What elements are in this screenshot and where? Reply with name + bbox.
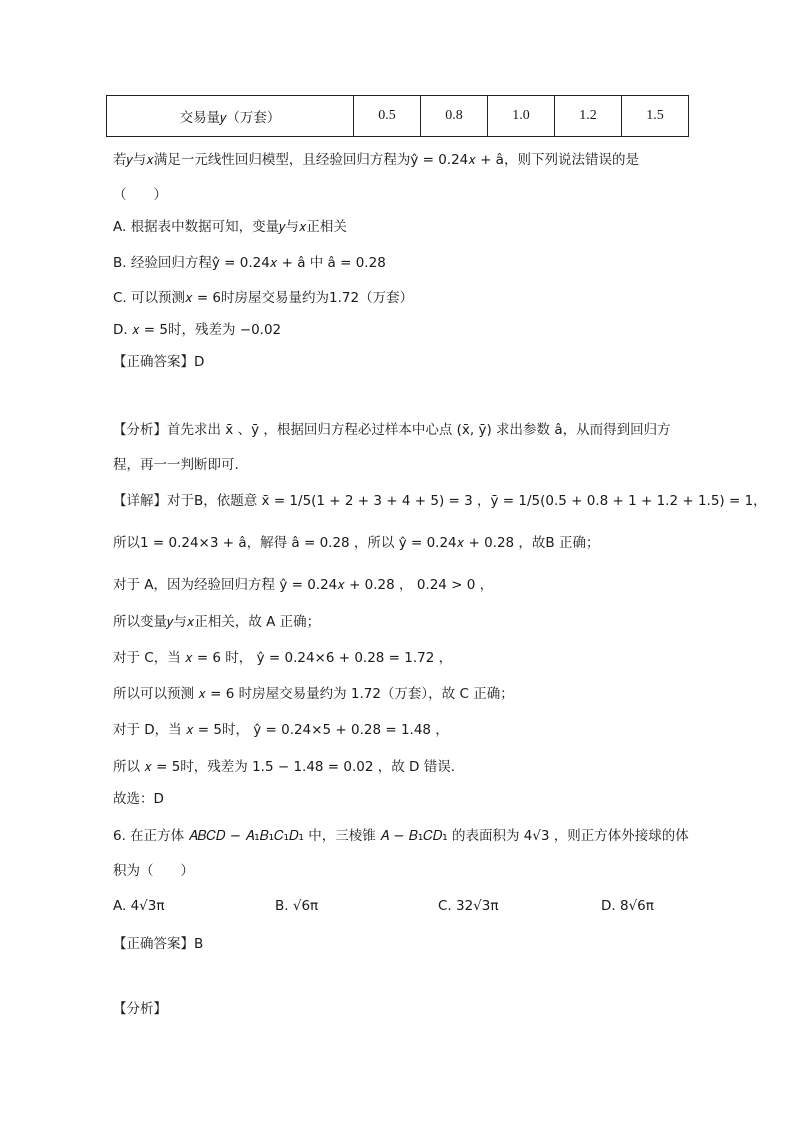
question-5-option-c: C. 可以预测𝑥 = 6时房屋交易量约为1.72（万套）	[113, 290, 414, 306]
question-6-stem-line-1: 6. 在正方体 𝐴𝐵𝐶𝐷 − 𝐴₁𝐵₁𝐶₁𝐷₁ 中，三棱锥 𝐴 − 𝐵₁𝐶𝐷₁ 的表面积为 4√3 ，则正方体外接球的体	[113, 828, 689, 844]
question-6-analysis: 【分析】	[113, 1001, 167, 1017]
question-5-analysis-line-1: 【分析】首先求出 x̄ 、ȳ ，根据回归方程必过样本中心点 (x̄, ȳ) 求出参数 â，从而得到回归方	[113, 422, 671, 438]
question-5-detail-line-7: 对于 D，当 𝑥 = 5时， ŷ = 0.24×5 + 0.28 = 1.48 ，	[113, 722, 449, 738]
table-cell: 0.5	[354, 96, 421, 137]
question-5-detail-line-1: 【详解】对于B，依题意 x̄ = 1/5(1 + 2 + 3 + 4 + 5) = 3 ，ȳ = 1/5(0.5 + 0.8 + 1 + 1.2 + 1.5) = 1，	[113, 493, 767, 509]
table-cell: 0.8	[421, 96, 488, 137]
question-5-choice: 故选：D	[113, 791, 164, 807]
question-5-detail-line-6: 所以可以预测 𝑥 = 6 时房屋交易量约为 1.72（万套），故 C 正确；	[113, 686, 514, 702]
question-6-stem-line-2: 积为（ ）	[113, 863, 194, 879]
table-cell: 1.5	[622, 96, 689, 137]
table-cell: 1.2	[555, 96, 622, 137]
table-cell: 1.0	[488, 96, 555, 137]
question-5-detail-line-4: 所以变量𝑦与𝑥正相关，故 A 正确；	[113, 614, 321, 630]
question-5-stem-line-2: （ ）	[113, 187, 167, 203]
question-5-answer: 【正确答案】D	[113, 354, 205, 370]
table-header-cell: 交易量𝑦（万套）	[107, 96, 354, 137]
question-5-analysis-line-2: 程，再一一判断即可.	[113, 457, 239, 473]
question-5-option-a: A. 根据表中数据可知，变量𝑦与𝑥正相关	[113, 219, 347, 235]
question-6-option-d: D. 8√6π	[601, 898, 654, 914]
question-5-detail-line-5: 对于 C，当 𝑥 = 6 时， ŷ = 0.24×6 + 0.28 = 1.72 ，	[113, 650, 453, 666]
question-6-option-b: B. √6π	[275, 898, 319, 914]
question-6-option-a: A. 4√3π	[113, 898, 165, 914]
question-5-option-d: D. 𝑥 = 5时，残差为 −0.02	[113, 322, 282, 338]
question-5-detail-line-2: 所以1 = 0.24×3 + â，解得 â = 0.28 ，所以 ŷ = 0.24𝑥 + 0.28 ，故B 正确；	[113, 535, 600, 551]
table-row	[107, 96, 689, 137]
question-5-detail-line-8: 所以 𝑥 = 5时，残差为 1.5 − 1.48 = 0.02 ，故 D 错误.	[113, 759, 456, 775]
question-5-option-b: B. 经验回归方程ŷ = 0.24𝑥 + â 中 â = 0.28	[113, 255, 386, 271]
question-6-option-c: C. 32√3π	[438, 898, 499, 914]
question-6-answer: 【正确答案】B	[113, 936, 204, 952]
question-5-stem-line-1: 若𝑦与𝑥满足一元线性回归模型，且经验回归方程为ŷ = 0.24𝑥 + â，则下列说法错误的是	[113, 152, 639, 168]
question-5-detail-line-3: 对于 A，因为经验回归方程 ŷ = 0.24𝑥 + 0.28 ， 0.24 > 0 ，	[113, 577, 494, 593]
data-table	[106, 95, 689, 137]
